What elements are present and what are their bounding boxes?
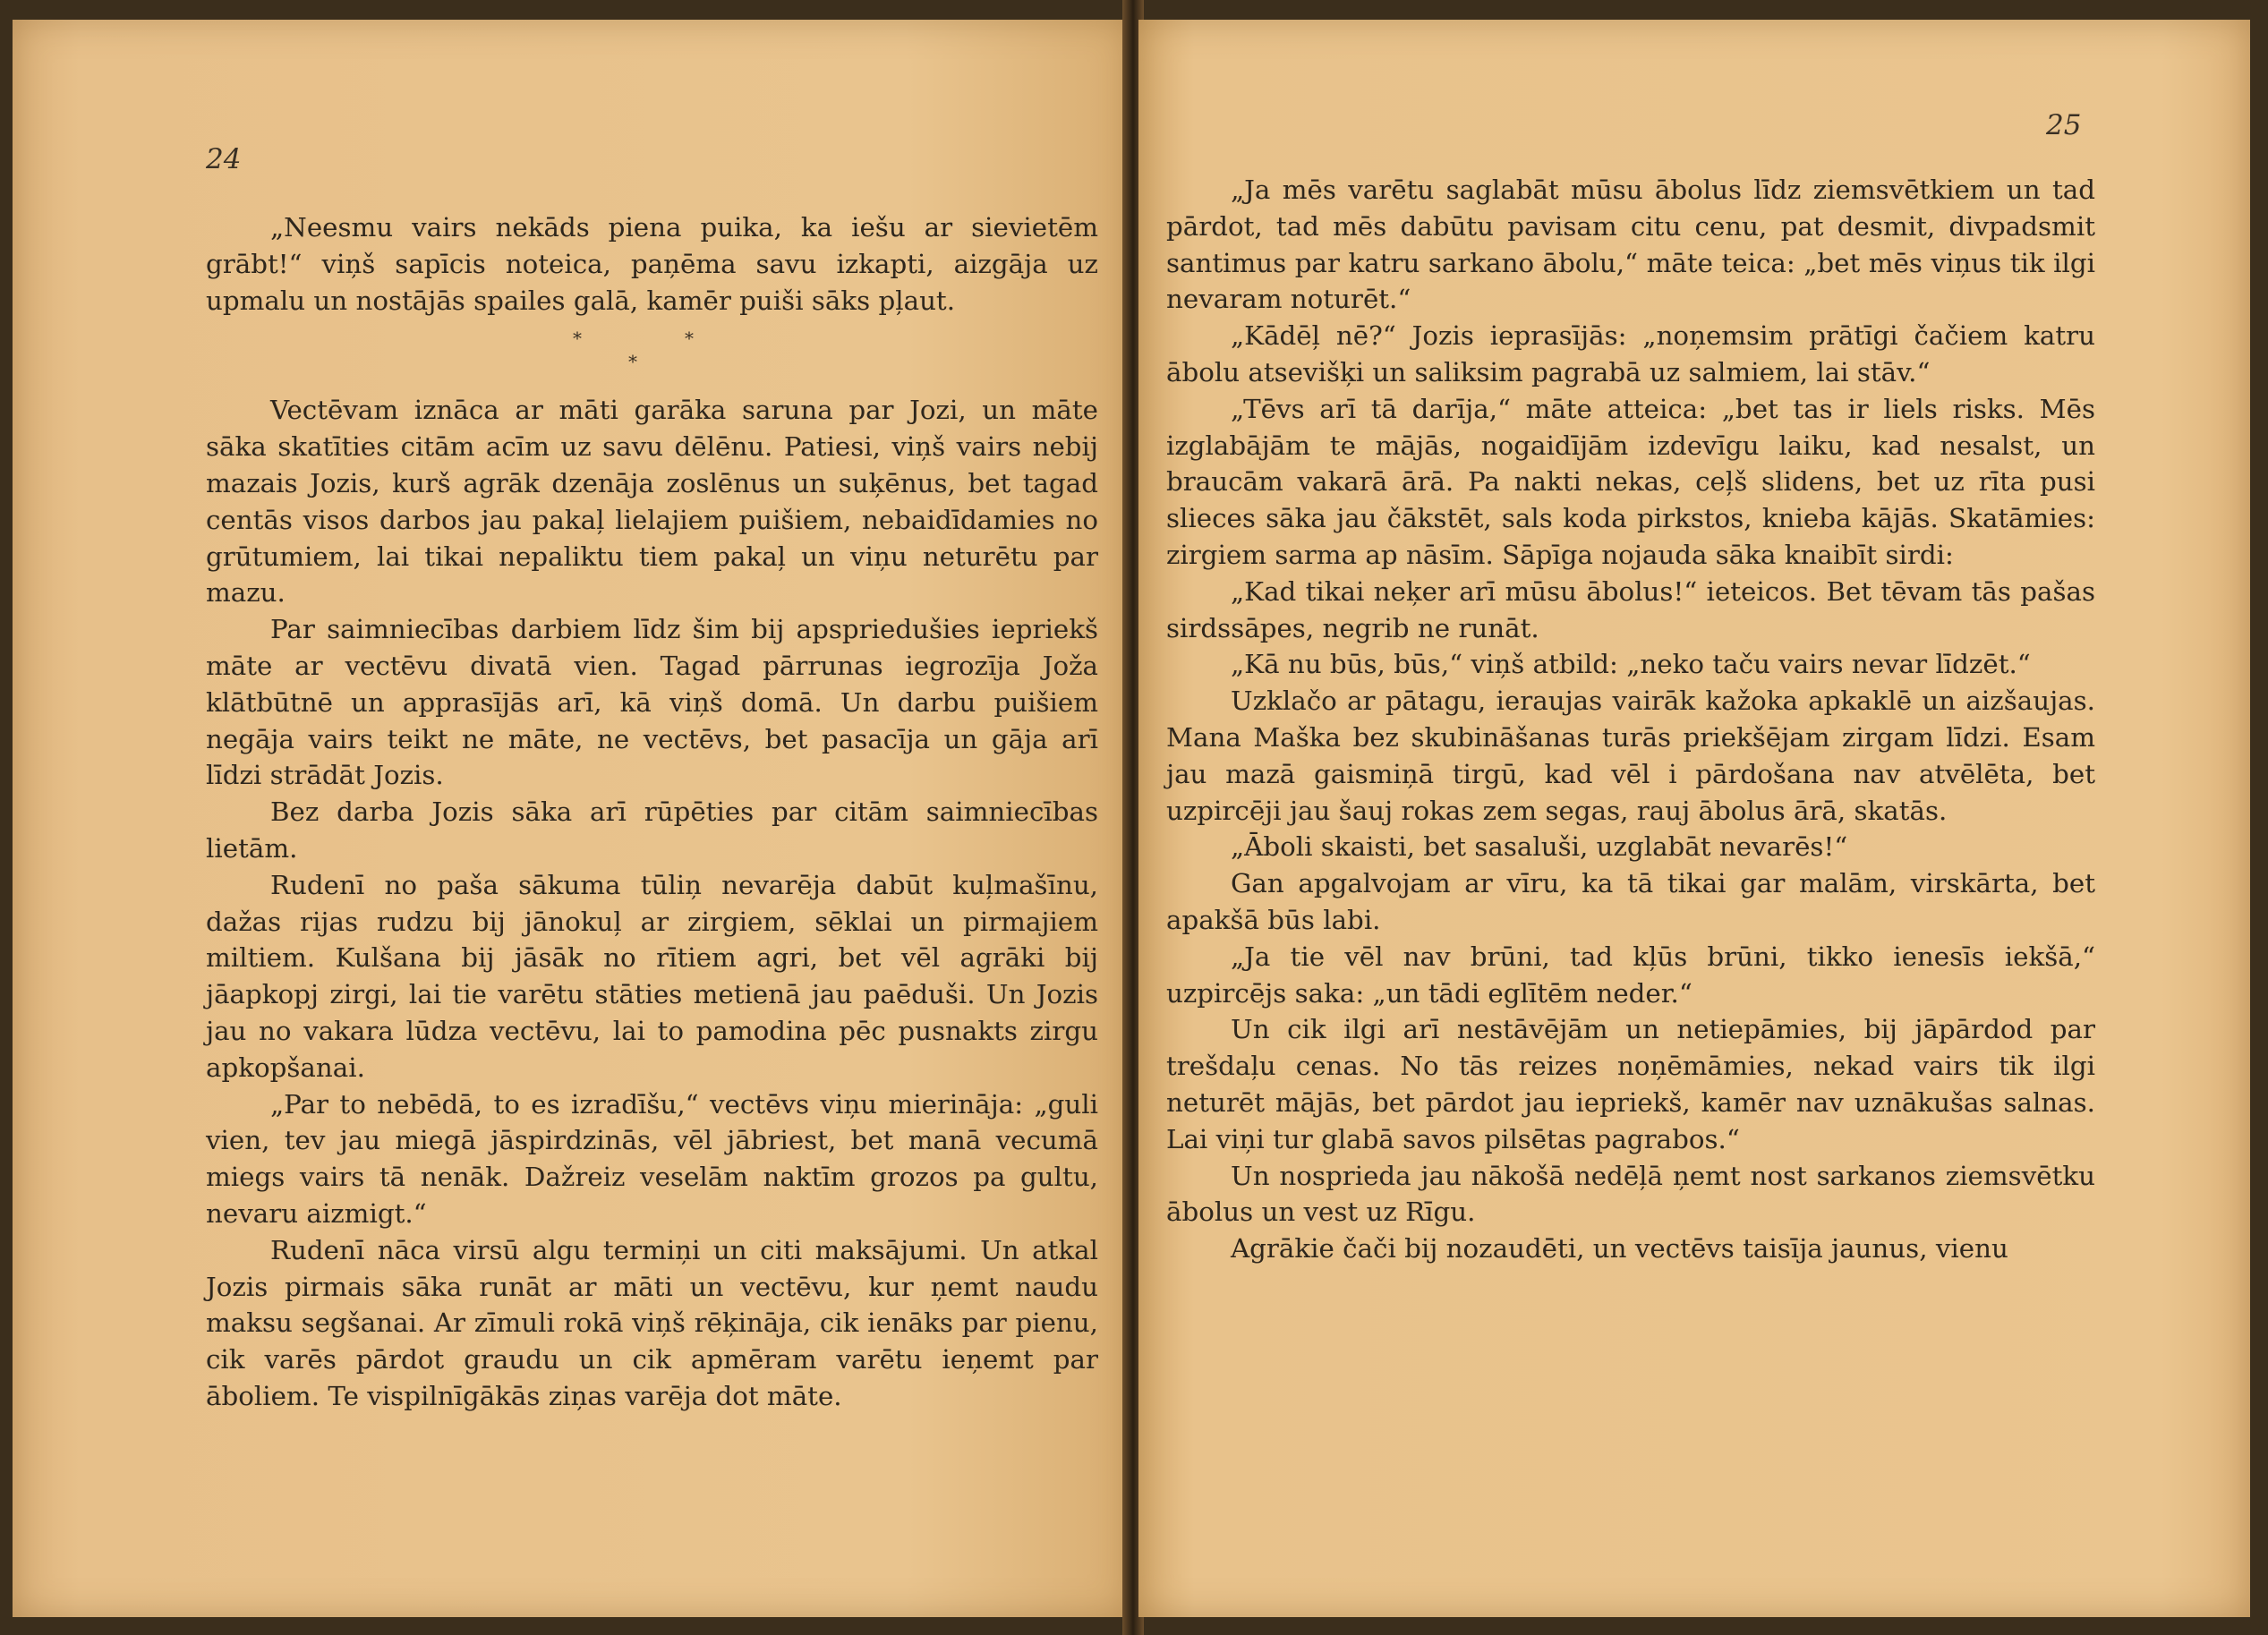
page-number: 25: [2046, 109, 2082, 141]
paragraph: „Ja tie vēl nav brūni, tad kļūs brūni, tikko ienesīs iekšā,“ uzpircējs saka: „un tādi eglītēm neder.“: [1166, 941, 2095, 1009]
paragraph: Bez darba Jozis sāka arī rūpēties par citām saimniecības lietām.: [206, 796, 1098, 864]
paragraph: „Par to nebēdā, to es izradīšu,“ vectēvs viņu mierināja: „guli vien, tev jau miegā jāspirdzinās, vēl jābriest, bet manā vecumā miegs vairs tā nenāk. Dažreiz veselām naktīm grozos pa gultu, nevaru aizmigt.“: [206, 1088, 1098, 1229]
paragraph: „Ja mēs varētu saglabāt mūsu ābolus līdz ziemsvētkiem un tad pārdot, tad mēs dabūtu pavisam citu cenu, pat desmit, divpadsmit santimus par katru sarkano ābolu,“ māte teica: „bet mēs viņus tik ilgi nevaram noturēt.“: [1166, 175, 2095, 315]
paragraph: „Āboli skaisti, bet sasaluši, uzglabāt nevarēs!“: [1231, 831, 1848, 863]
separator-star: *: [573, 328, 582, 350]
paragraph: Par saimniecības darbiem līdz šim bij apspriedušies iepriekš māte ar vectēvu divatā vien. Tagad pārrunas iegrozīja Joža klātbūtnē un apprasījās arī, kā viņš domā. Un darbu puišiem negāja vairs teikt ne māte, ne vectēvs, bet pasacīja un gāja arī līdzi strādāt Jozis.: [206, 614, 1098, 791]
page-text: [1166, 172, 2095, 1267]
paragraph: Agrākie čači bij nozaudēti, un vectēvs taisīja jaunus, vienu: [1231, 1233, 2008, 1265]
paragraph: „Neesmu vairs nekāds piena puika, ka iešu ar sievietēm grābt!“ viņš sapīcis noteica, paņēma savu izkapti, aizgāja uz upmalu un nostājās spailes galā, kamēr puiši sāks pļaut.: [206, 212, 1098, 316]
page-number: 24: [206, 143, 242, 175]
paragraph: „Kādēļ nē?“ Jozis ieprasījās: „noņemsim prātīgi čačiem katru ābolu atsevišķi un saliksim pagrabā uz salmiem, lai stāv.“: [1166, 320, 2095, 387]
paragraph: Un nosprieda jau nākošā nedēļā ņemt nost sarkanos ziemsvētku ābolus un vest uz Rīgu.: [1166, 1160, 2095, 1228]
paragraph: Un cik ilgi arī nestāvējām un netiepāmies, bij jāpārdod par trešdaļu cenas. No tās reizes noņēmāmies, nekad vairs tik ilgi neturēt mājās, bet pārdot jau iepriekš, kamēr nav uznākušas salnas. Lai viņi tur glabā savos pilsētas pagrabos.“: [1166, 1014, 2095, 1154]
paragraph: „Tēvs arī tā darīja,“ māte atteica: „bet tas ir liels risks. Mēs izglabājām te mājās, nogaidījām izdevīgu laiku, kad nesalst, un braucām vakarā ārā. Pa nakti nekas, ceļš slidens, bet uz rīta pusi slieces sāka jau čākstēt, sals koda pirkstos, knieba kājās. Skatāmies: zirgiem sarma ap nāsīm. Sāpīga nojauda sāka knaibīt sirdi:: [1166, 393, 2095, 570]
paragraph: „Kad tikai neķer arī mūsu ābolus!“ ieteicos. Bet tēvam tās pašas sirdssāpes, negrib ne runāt.: [1166, 575, 2095, 643]
section-separator: [206, 319, 1098, 392]
right-page: [1138, 20, 2250, 1617]
page-text: [206, 209, 1098, 1415]
paragraph: „Kā nu būs, būs,“ viņš atbild: „neko taču vairs nevar līdzēt.“: [1231, 649, 2031, 680]
paragraph: Rudenī nāca virsū algu termiņi un citi maksājumi. Un atkal Jozis pirmais sāka runāt ar māti un vectēvu, kur ņemt naudu maksu segšanai. Ar zīmuli rokā viņš rēķināja, cik ienāks par pienu, cik varēs pārdot graudu un cik apmēram varētu ieņemt par āboliem. Te vispilnīgākās ziņas varēja dot māte.: [206, 1234, 1098, 1411]
paragraph: Gan apgalvojam ar vīru, ka tā tikai gar malām, virskārta, bet apakšā būs labi.: [1166, 868, 2095, 935]
paragraph: Uzklačo ar pātagu, ieraujas vairāk kažoka apkaklē un aizšaujas. Mana Maška bez skubināšanas turās priekšējam zirgam līdzi. Esam jau mazā gaismiņā tirgū, kad vēl i pārdošana nav atvēlēta, bet uzpircēji jau šauj rokas zem segas, rauj ābolus ārā, skatās.: [1166, 686, 2095, 826]
paragraph: Rudenī no paša sākuma tūliņ nevarēja dabūt kuļmašīnu, dažas rijas rudzu bij jānokuļ ar zirgiem, sēklai un pirmajiem miltiem. Kulšana bij jāsāk no rītiem agri, bet vēl agrāki bij jāapkopj zirgi, lai tie varētu stāties metienā jau paēduši. Un Jozis jau no vakara lūdza vectēvu, lai to pamodina pēc pusnakts zirgu apkopšanai.: [206, 869, 1098, 1083]
paragraph: Vectēvam iznāca ar māti garāka saruna par Jozi, un māte sāka skatīties citām acīm uz savu dēlēnu. Patiesi, viņš vairs nebij mazais Jozis, kurš agrāk dzenāja zoslēnus un suķēnus, bet tagad centās visos darbos jau pakaļ lielajiem puišiem, nebaidīdamies no grūtumiem, lai tikai nepaliktu tiem pakaļ un viņu neturētu par mazu.: [206, 395, 1098, 609]
left-page: [13, 20, 1130, 1617]
separator-star: *: [685, 328, 694, 350]
separator-star: *: [628, 351, 637, 373]
